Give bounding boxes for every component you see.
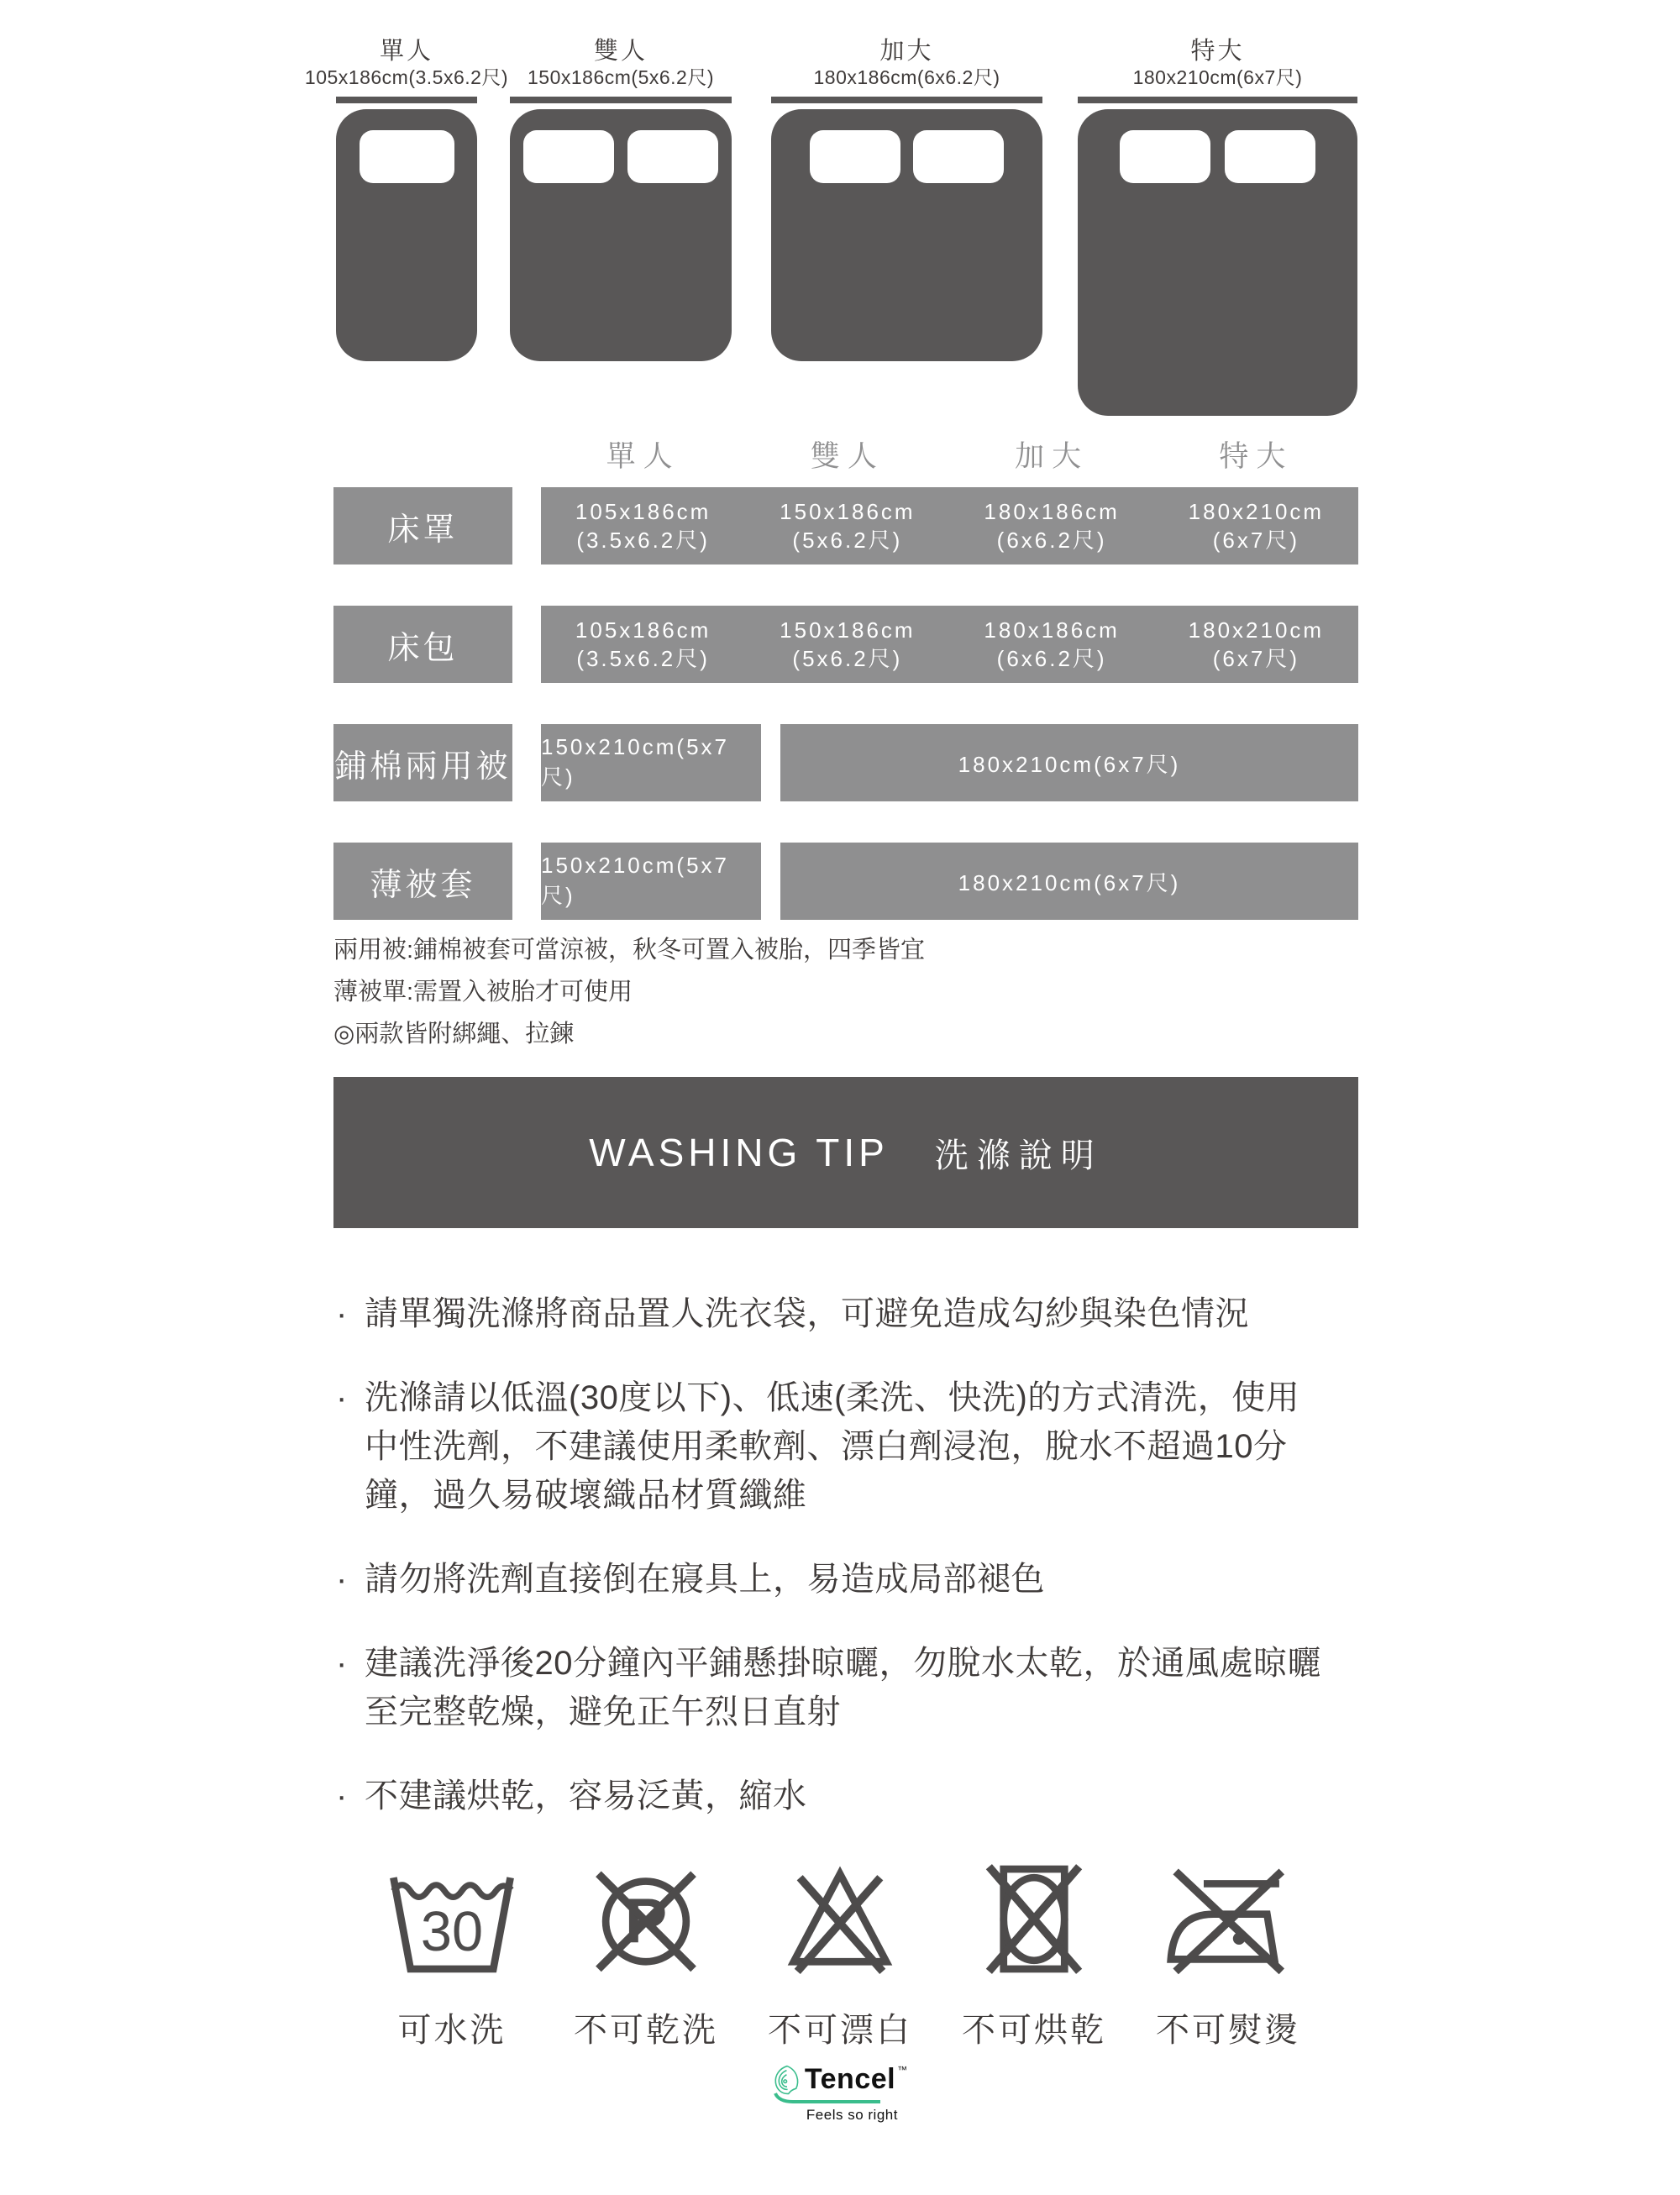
- size-cell-line2: (6x7尺): [1212, 528, 1299, 553]
- size-cell-line1: 180x210cm: [1188, 499, 1325, 524]
- size-table: [333, 438, 1358, 961]
- size-cell-single: 150x210cm(5x7尺): [541, 843, 761, 920]
- list-item: [336, 1373, 1331, 1520]
- pillow: [627, 130, 718, 183]
- size-cell-line2: (5x6.2尺): [792, 646, 903, 671]
- size-cell-line2: (3.5x6.2尺): [576, 646, 710, 671]
- size-cell-line1: 180x186cm: [984, 617, 1120, 643]
- product-notes: [333, 929, 1358, 1055]
- care-label: 不可漂白: [768, 2012, 912, 2049]
- note-line: 薄被單:需置入被胎才可使用: [333, 979, 633, 1006]
- size-cell-wide: 180x210cm(6x7尺): [780, 724, 1358, 801]
- size-cell: [541, 497, 745, 554]
- bed-diagram-king: [1078, 37, 1357, 416]
- list-item: [336, 1289, 1331, 1338]
- bullet-marker: ·: [336, 1645, 348, 1682]
- trademark-symbol: ™: [897, 2063, 908, 2076]
- bed-title: 雙人: [593, 38, 648, 65]
- size-cell: [541, 616, 745, 673]
- care-label: 不可乾洗: [574, 2012, 718, 2049]
- brand-tagline: Feels so right: [806, 2107, 898, 2123]
- table-row-bedspread: [333, 487, 1358, 565]
- note-line: ◎兩款皆附綁繩、拉鍊: [333, 1021, 575, 1048]
- column-header-king: 特大: [1219, 440, 1294, 473]
- no-dry-clean-icon: [579, 1858, 713, 1980]
- pillow: [523, 130, 614, 183]
- pillow: [360, 130, 454, 183]
- size-cell-line1: 180x210cm: [1188, 617, 1325, 643]
- bed-title: 單人: [379, 38, 433, 65]
- bed-title: 加大: [879, 38, 934, 65]
- size-cell-line2: (3.5x6.2尺): [576, 528, 710, 553]
- headboard-bar: [336, 97, 477, 103]
- row-label: 床包: [333, 606, 512, 683]
- bed-title: 特大: [1190, 38, 1245, 65]
- tip-text: 建議洗淨後20分鐘內平鋪懸掛晾曬，勿脫水太乾，於通風處晾曬至完整乾燥，避免正午烈日直射: [365, 1645, 1321, 1730]
- size-cell-wide: 180x210cm(6x7尺): [780, 843, 1358, 920]
- no-iron-icon: [1161, 1858, 1295, 1980]
- tip-text: 請勿將洗劑直接倒在寢具上，易造成局部褪色: [365, 1561, 1045, 1598]
- size-cell-single: 150x210cm(5x7尺): [541, 724, 761, 801]
- size-cell-line2: (5x6.2尺): [792, 528, 903, 553]
- bed-shape: [771, 109, 1042, 361]
- bed-diagram-queen: [771, 37, 1042, 361]
- care-label: 不可烘乾: [962, 2012, 1106, 2049]
- headboard-bar: [771, 97, 1042, 103]
- bullet-marker: ·: [336, 1778, 348, 1814]
- tencel-leaf-icon: [773, 2064, 801, 2096]
- column-header-double: 雙人: [810, 440, 885, 473]
- table-row-thin-duvet-cover: [333, 843, 1358, 920]
- care-label: 不可熨燙: [1156, 2012, 1300, 2049]
- row-value-bar: [541, 606, 1358, 683]
- care-symbol-no-iron: [1146, 1858, 1310, 2051]
- dry-clean-letter: P: [624, 1885, 668, 1956]
- pillow: [1225, 130, 1315, 183]
- bed-shape: [336, 109, 477, 361]
- care-label: 可水洗: [397, 2012, 507, 2049]
- size-cell: [950, 497, 1154, 554]
- care-symbol-no-bleach: [758, 1858, 922, 2051]
- column-header-single: 單人: [606, 440, 680, 473]
- size-cell-line2: (6x6.2尺): [996, 646, 1107, 671]
- washing-tip-banner: [333, 1077, 1358, 1228]
- bed-size-label: 180x210cm(6x7尺): [1132, 66, 1303, 88]
- list-item: [336, 1772, 1331, 1820]
- size-cell-line1: 105x186cm: [575, 499, 711, 524]
- size-cell: [745, 616, 949, 673]
- pillow: [810, 130, 900, 183]
- table-row-quilted-duvet: [333, 724, 1358, 801]
- care-symbols-section: [0, 1858, 1680, 2051]
- bed-diagram-section: [304, 37, 1357, 416]
- tip-text: 洗滌請以低溫(30度以下)、低速(柔洗、快洗)的方式清洗，使用中性洗劑，不建議使用柔軟劑、漂白劑浸泡，脫水不超過10分鐘，過久易破壞織品材質纖維: [365, 1379, 1300, 1514]
- table-row-fitted-sheet: [333, 606, 1358, 683]
- bed-size-label: 105x186cm(3.5x6.2尺): [304, 66, 509, 88]
- brand-logo: [0, 2063, 1680, 2124]
- headboard-bar: [1078, 97, 1357, 103]
- size-table-header-row: [541, 438, 1358, 475]
- bed-shape: [1078, 109, 1357, 416]
- list-item: [336, 1555, 1331, 1604]
- tip-text: 不建議烘乾，容易泛黃，縮水: [365, 1778, 807, 1814]
- list-item: [336, 1639, 1331, 1736]
- no-bleach-icon: [773, 1858, 907, 1980]
- brand-name: Tencel: [804, 2063, 896, 2095]
- size-cell: [950, 616, 1154, 673]
- banner-title-en: WASHING TIP: [589, 1131, 889, 1174]
- size-cell-line2: (6x6.2尺): [996, 528, 1107, 553]
- wash-30-icon: [385, 1858, 519, 1980]
- headboard-bar: [510, 97, 732, 103]
- care-symbol-no-tumble-dry: [952, 1858, 1116, 2051]
- column-header-queen: 加大: [1015, 440, 1089, 473]
- bed-shape: [510, 109, 732, 361]
- size-cell-line1: 180x186cm: [984, 499, 1120, 524]
- size-cell: [1154, 497, 1358, 554]
- note-line: 兩用被:鋪棉被套可當涼被，秋冬可置入被胎，四季皆宜: [333, 937, 926, 964]
- size-cell: [745, 497, 949, 554]
- bed-size-label: 180x186cm(6x6.2尺): [813, 66, 1000, 88]
- row-label: 床罩: [333, 487, 512, 565]
- brand-underline-swoosh: [773, 2093, 882, 2104]
- pillow: [1120, 130, 1210, 183]
- size-cell-line1: 150x186cm: [780, 617, 916, 643]
- size-cell-line1: 150x186cm: [780, 499, 916, 524]
- banner-title-zh: 洗滌說明: [934, 1137, 1103, 1174]
- brand-logo-row: [773, 2063, 907, 2096]
- size-cell: [1154, 616, 1358, 673]
- washing-tips-list: [336, 1289, 1331, 1856]
- row-value-bar: [541, 487, 1358, 565]
- row-label: 鋪棉兩用被: [333, 724, 512, 801]
- size-cell-line1: 105x186cm: [575, 617, 711, 643]
- pillow: [913, 130, 1004, 183]
- care-symbol-no-dry-clean: [564, 1858, 728, 2051]
- no-tumble-dry-icon: [967, 1858, 1101, 1980]
- bed-size-label: 150x186cm(5x6.2尺): [528, 66, 714, 88]
- tip-text: 請單獨洗滌將商品置人洗衣袋，可避免造成勾紗與染色情況: [365, 1295, 1249, 1332]
- bed-diagram-single: [304, 37, 509, 361]
- care-symbol-washable: [370, 1858, 534, 2051]
- wash-temp-value: 30: [420, 1901, 484, 1964]
- bullet-marker: ·: [336, 1295, 348, 1332]
- brand-logo-inner: [773, 2063, 907, 2124]
- row-label: 薄被套: [333, 843, 512, 920]
- bed-diagram-double: [510, 37, 732, 361]
- bullet-marker: ·: [336, 1561, 348, 1598]
- bullet-marker: ·: [336, 1379, 348, 1416]
- size-cell-line2: (6x7尺): [1212, 646, 1299, 671]
